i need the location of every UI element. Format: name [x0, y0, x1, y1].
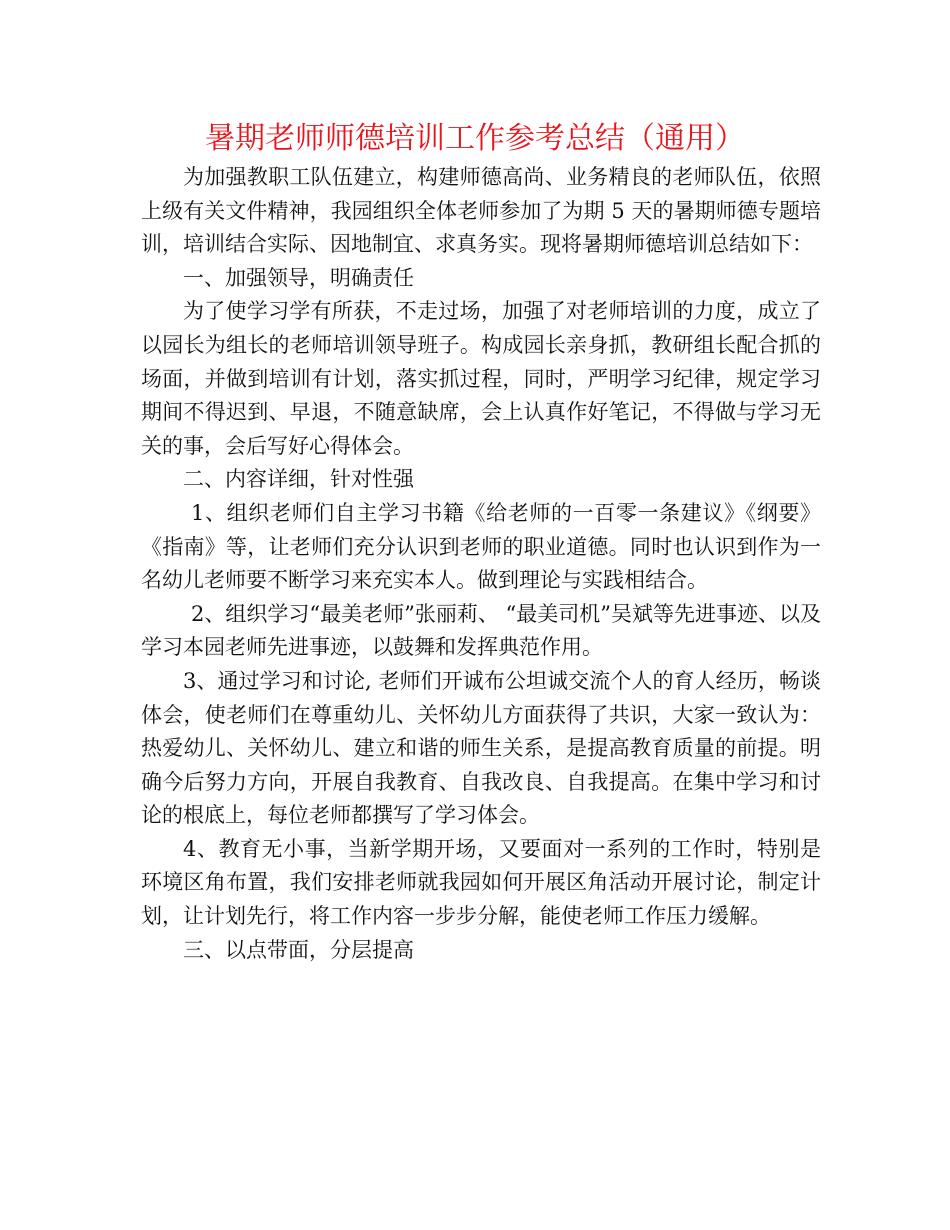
- section-heading-1: 一、加强领导，明确责任: [183, 265, 414, 290]
- section-2-item-1: 1、组织老师们自主学习书籍《给老师的一百零一条建议》《纲要》《指南》等，让老师们充分认识到老师的职业道德。同时也认识到作为一名幼儿老师要不断学习来充实本人。做到理论与实践相结合。: [141, 500, 821, 593]
- intro-paragraph: 为加强教职工队伍建立，构建师德高尚、业务精良的老师队伍，依照上级有关文件精神，我园组织全体老师参加了为期 5 天的暑期师德专题培训，培训结合实际、因地制宜、求真务实。现将暑期师德培训总结如下：: [141, 165, 821, 257]
- section-2-item-2: 2、组织学习“最美老师”张丽莉、 “最美司机”吴斌等先进事迹、以及学习本园老师先进事迹，以鼓舞和发挥典范作用。: [141, 601, 821, 660]
- section-2-item-3: 3、通过学习和讨论, 老师们开诚布公坦诚交流个人的育人经历，畅谈体会，使老师们在尊重幼儿、关怀幼儿方面获得了共识，大家一致认为：热爱幼儿、关怀幼儿、建立和谐的师生关系，是提高教育质量的前提。明确今后努力方向，开展自我教育、自我改良、自我提高。在集中学习和讨论的根底上，每位老师都撰写了学习体会。: [141, 668, 821, 828]
- document-title: 暑期老师师德培训工作参考总结（通用）: [205, 121, 745, 156]
- document-body: [141, 161, 821, 967]
- section-1-paragraph: 为了使学习学有所获，不走过场，加强了对老师培训的力度，成立了以园长为组长的老师培训领导班子。构成园长亲身抓，教研组长配合抓的场面，并做到培训有计划，落实抓过程，同时，严明学习纪律，规定学习期间不得迟到、早退，不随意缺席，会上认真作好笔记，不得做与学习无关的事，会后写好心得体会。: [141, 299, 821, 458]
- section-heading-3: 三、以点带面，分层提高: [183, 937, 414, 962]
- section-heading-2: 二、内容详细，针对性强: [183, 467, 414, 492]
- section-2-item-4: 4、教育无小事，当新学期开场，又要面对一系列的工作时，特别是环境区角布置，我们安排老师就我园如何开展区角活动开展讨论，制定计划，让计划先行，将工作内容一步步分解，能使老师工作压力缓解。: [141, 836, 821, 929]
